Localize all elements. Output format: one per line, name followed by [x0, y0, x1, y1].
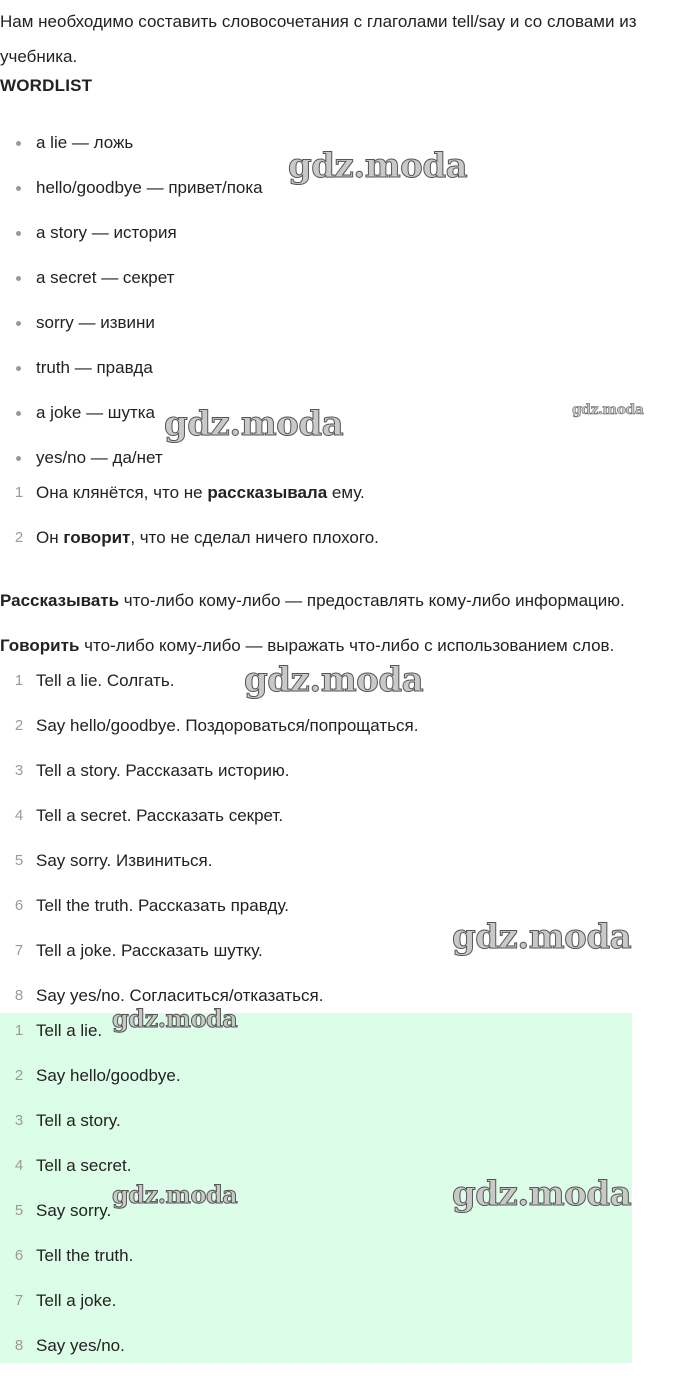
example-text-after: ему.	[327, 483, 365, 502]
answer-text: Tell the truth.	[36, 1246, 134, 1265]
watermark-logo: gdz.moda	[244, 660, 424, 700]
translation-text: Tell a secret. Рассказать секрет.	[36, 806, 284, 825]
bullet-icon	[16, 231, 21, 236]
wordlist-item-text: sorry — извини	[36, 313, 155, 332]
wordlist-item-text: a story — история	[36, 223, 177, 242]
answer-text: Tell a story.	[36, 1111, 121, 1130]
example-text	[36, 480, 365, 506]
bullet-icon	[16, 366, 21, 371]
item-number: 2	[14, 1067, 24, 1084]
item-number: 8	[14, 1337, 24, 1354]
translation-text: Tell a story. Рассказать историю.	[36, 761, 290, 780]
item-number: 4	[14, 807, 24, 824]
watermark-logo: gdz.moda	[452, 1174, 632, 1214]
item-number: 2	[14, 529, 24, 546]
answer-text: Say yes/no.	[36, 1336, 125, 1355]
wordlist-item-text: yes/no — да/нет	[36, 448, 163, 467]
example-text-before: Она клянётся, что не	[36, 483, 208, 502]
answer-text: Tell a secret.	[36, 1156, 132, 1175]
bullet-icon	[16, 456, 21, 461]
wordlist-item-text: a secret — секрет	[36, 268, 175, 287]
example-text	[36, 525, 379, 551]
example-text-before: Он	[36, 528, 64, 547]
item-number: 1	[14, 1022, 24, 1039]
item-number: 2	[14, 717, 24, 734]
item-number: 7	[14, 942, 24, 959]
item-number: 4	[14, 1157, 24, 1174]
watermark-logo: gdz.moda	[452, 917, 632, 957]
definition-text: что-либо кому-либо — предоставлять кому-либо информацию.	[119, 591, 625, 610]
example-text-after: , что не сделал ничего плохого.	[130, 528, 379, 547]
wordlist-heading: WORDLIST	[0, 76, 93, 95]
item-number: 5	[14, 1202, 24, 1219]
translation-text: Tell a joke. Рассказать шутку.	[36, 941, 263, 960]
definition-paragraph	[0, 588, 625, 614]
translation-text: Say sorry. Извиниться.	[36, 851, 213, 870]
item-number: 1	[14, 672, 24, 689]
bullet-icon	[16, 186, 21, 191]
wordlist-item-text: truth — правда	[36, 358, 153, 377]
item-number: 7	[14, 1292, 24, 1309]
watermark-logo: gdz.moda	[164, 404, 344, 444]
watermark-logo: gdz.moda	[572, 402, 644, 418]
translation-text: Tell the truth. Рассказать правду.	[36, 896, 289, 915]
intro-text: Нам необходимо составить словосочетания с глаголами tell/say и со словами из учебника.	[0, 12, 637, 66]
answer-text: Say sorry.	[36, 1201, 112, 1220]
definition-paragraph	[0, 633, 614, 659]
translation-text: Say yes/no. Согласиться/отказаться.	[36, 986, 324, 1005]
example-bold-word: говорит	[63, 528, 131, 547]
answer-text: Tell a lie.	[36, 1021, 103, 1040]
definition-term: Говорить	[0, 636, 80, 655]
item-number: 3	[14, 762, 24, 779]
translation-text: Say hello/goodbye. Поздороваться/попрощаться.	[36, 716, 419, 735]
answer-text: Tell a joke.	[36, 1291, 117, 1310]
item-number: 3	[14, 1112, 24, 1129]
wordlist-item-text: a lie — ложь	[36, 133, 134, 152]
item-number: 1	[14, 484, 24, 501]
wordlist-item-text: hello/goodbye — привет/пока	[36, 178, 263, 197]
bullet-icon	[16, 411, 21, 416]
definition-text: что-либо кому-либо — выражать что-либо с использованием слов.	[79, 636, 615, 655]
bullet-icon	[16, 141, 21, 146]
item-number: 8	[14, 987, 24, 1004]
example-bold-word: рассказывала	[207, 483, 328, 502]
bullet-icon	[16, 276, 21, 281]
definition-term: Рассказывать	[0, 591, 120, 610]
bullet-icon	[16, 321, 21, 326]
item-number: 6	[14, 1247, 24, 1264]
item-number: 5	[14, 852, 24, 869]
watermark-logo: gdz.moda	[288, 146, 468, 186]
watermark-logo: gdz.moda	[112, 1004, 238, 1033]
translation-text: Tell a lie. Солгать.	[36, 671, 175, 690]
answer-text: Say hello/goodbye.	[36, 1066, 181, 1085]
watermark-logo: gdz.moda	[112, 1180, 238, 1209]
wordlist-item-text: a joke — шутка	[36, 403, 155, 422]
item-number: 6	[14, 897, 24, 914]
